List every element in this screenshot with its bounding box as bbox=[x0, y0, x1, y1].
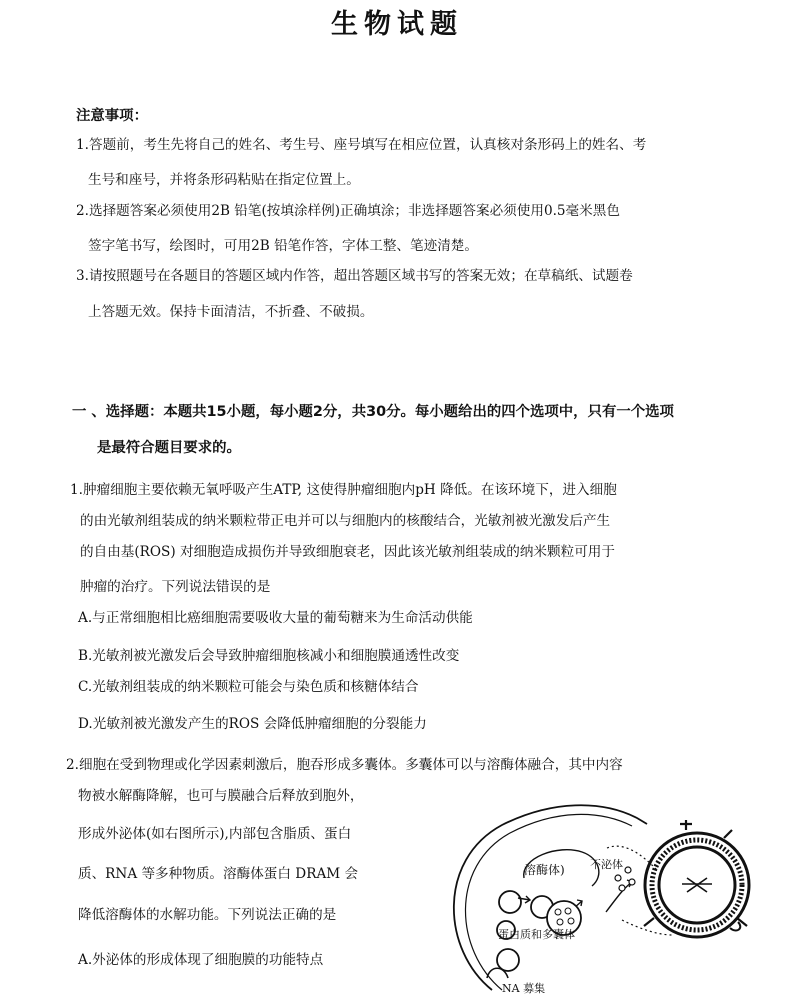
question-1-option-c: C.光敏剂组装成的纳米颗粒可能会与染色质和核糖体结合 bbox=[78, 679, 419, 695]
notice-line: 生号和座号，并将条形码粘贴在指定位置上。 bbox=[88, 172, 360, 188]
notice-line: 2.选择题答案必须使用2B 铅笔(按填涂样例)正确填涂；非选择题答案必须使用0.5毫米黑色 bbox=[76, 203, 620, 219]
question-2-stem: 降低溶酶体的水解功能。下列说法正确的是 bbox=[78, 907, 337, 923]
question-2-stem: 形成外泌体(如右图所示),内部包含脂质、蛋白 bbox=[78, 826, 352, 842]
exosome-ring bbox=[644, 820, 749, 937]
question-1-stem: 1.肿瘤细胞主要依赖无氧呼吸产生ATP, 这使得肿瘤细胞内pH 降低。在该环境下，进入细胞 bbox=[70, 482, 617, 498]
question-1-stem: 肿瘤的治疗。下列说法错误的是 bbox=[80, 579, 271, 595]
question-1-option-d: D.光敏剂被光激发产生的ROS 会降低肿瘤细胞的分裂能力 bbox=[78, 716, 427, 732]
figure-label-rna: NA 募集 bbox=[502, 982, 546, 995]
section-heading: 一 、选择题：本题共15小题，每小题2分，共30分。每小题给出的四个选项中，只有一个选项 bbox=[72, 404, 674, 420]
notice-line: 3.请按照题号在各题目的答题区域内作答，超出答题区域书写的答案无效；在草稿纸、试题卷 bbox=[76, 268, 633, 284]
notice-line: 签字笔书写，绘图时，可用2B 铅笔作答，字体工整、笔迹清楚。 bbox=[88, 238, 478, 254]
figure-label-exosome: 不泌体 bbox=[590, 858, 623, 871]
figure-label-lysosome: 溶酶体) bbox=[524, 863, 565, 877]
cell-membrane-figure bbox=[454, 805, 647, 990]
notice-line: 上答题无效。保持卡面清洁，不折叠、不破损。 bbox=[88, 304, 374, 320]
question-1-option-a: A.与正常细胞相比癌细胞需要吸收大量的葡萄糖来为生命活动供能 bbox=[78, 610, 473, 626]
notice-heading: 注意事项： bbox=[76, 108, 148, 124]
notice-line: 1.答题前，考生先将自己的姓名、考生号、座号填写在相应位置，认真核对条形码上的姓名、考 bbox=[76, 137, 647, 153]
question-2-stem: 2.细胞在受到物理或化学因素刺激后，胞吞形成多囊体。多囊体可以与溶酶体融合，其中内容 bbox=[66, 757, 623, 773]
question-1-stem: 的自由基(ROS) 对细胞造成损伤并导致细胞衰老，因此该光敏剂组装成的纳米颗粒可用于 bbox=[80, 544, 615, 560]
exosome-figure bbox=[432, 800, 782, 995]
page-title: 生物试题 bbox=[331, 9, 463, 40]
question-2-stem: 物被水解酶降解，也可与膜融合后释放到胞外， bbox=[78, 788, 364, 804]
question-2-option-a: A.外泌体的形成体现了细胞膜的功能特点 bbox=[78, 952, 324, 968]
figure-label-mvb: 蛋白质和多囊体 bbox=[498, 928, 575, 941]
vesicle bbox=[497, 949, 519, 971]
vesicle bbox=[499, 891, 521, 913]
question-1-option-b: B.光敏剂被光激发后会导致肿瘤细胞核减小和细胞膜通透性改变 bbox=[78, 648, 460, 664]
section-heading-cont: 是最符合题目要求的。 bbox=[97, 440, 241, 456]
question-1-stem: 的由光敏剂组装成的纳米颗粒带正电并可以与细胞内的核酸结合，光敏剂被光激发后产生 bbox=[80, 513, 611, 529]
question-2-stem: 质、RNA 等多种物质。溶酶体蛋白 DRAM 会 bbox=[78, 866, 359, 882]
